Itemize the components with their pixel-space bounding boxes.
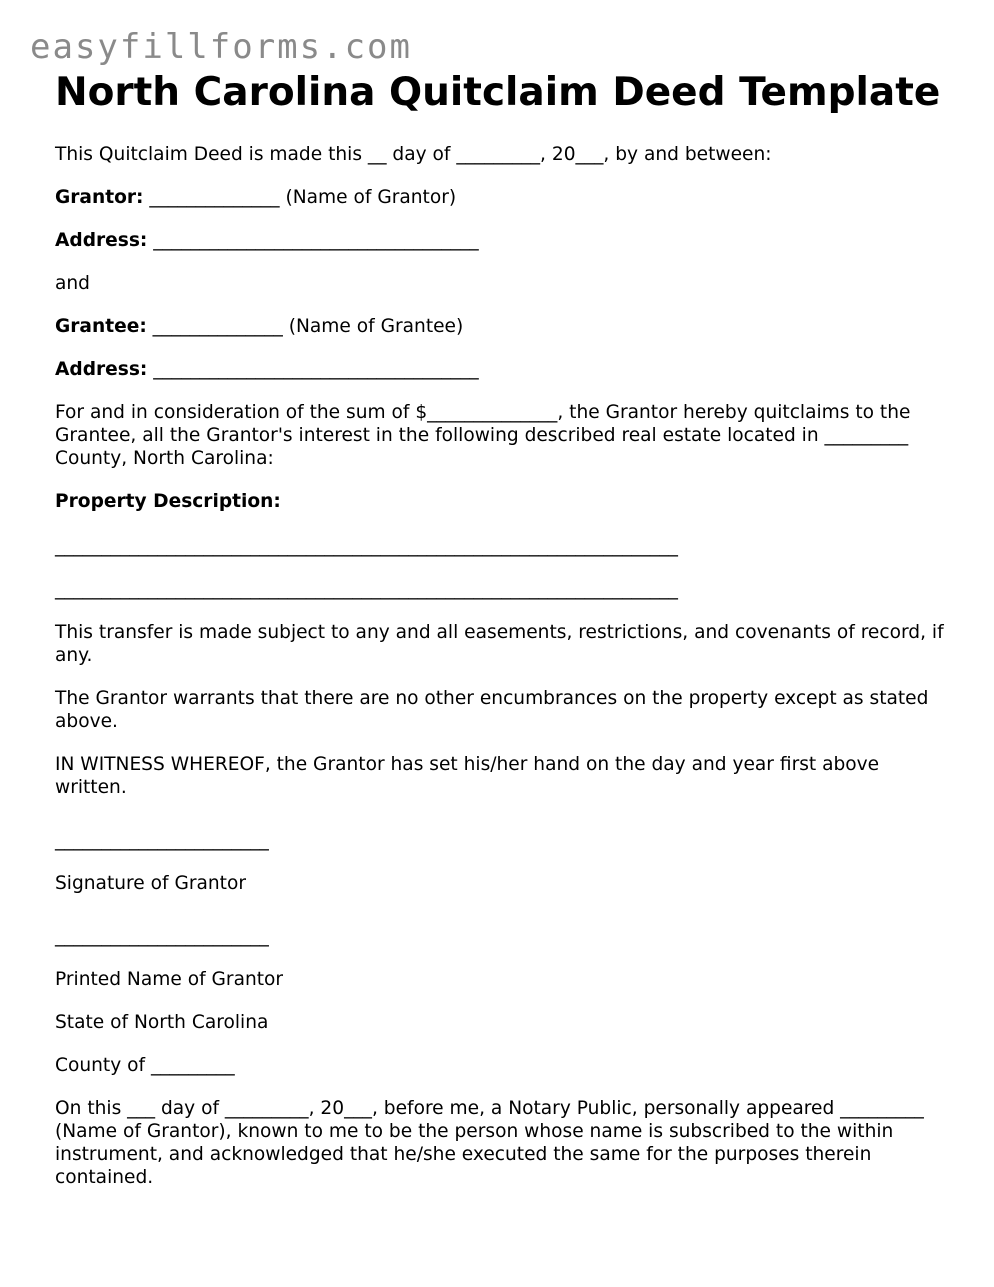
document-page [55, 70, 950, 1209]
property-description-label: Property Description: [55, 491, 281, 512]
county-text: County of _________ [55, 1055, 235, 1076]
intro-paragraph: This Quitclaim Deed is made this __ day of _________, 20___, by and between: [55, 144, 772, 165]
grantee-field [55, 315, 945, 338]
warranty-paragraph: The Grantor warrants that there are no other encumbrances on the property except as stated above. [55, 688, 935, 732]
grantor-address-label: Address: [55, 230, 148, 251]
grantee-address-label: Address: [55, 359, 148, 380]
document-title: North Carolina Quitclaim Deed Template [55, 70, 941, 115]
printed-name-line: _______________________ [55, 926, 269, 947]
consideration-paragraph: For and in consideration of the sum of $______________, the Grantor hereby quitclaims to the Grantee, all the Grantor's interest in the following described real estate located in _________ County, North Carolina: [55, 402, 917, 469]
grantee-address-field [55, 358, 945, 381]
watermark: easyfillforms.com [30, 27, 412, 67]
printed-name-label: Printed Name of Grantor [55, 969, 284, 990]
property-description-line-1: ___________________________________________________________________ [55, 536, 678, 557]
grantee-label: Grantee: [55, 316, 147, 337]
subject-paragraph: This transfer is made subject to any and all easements, restrictions, and covenants of record, if any. [55, 622, 950, 666]
grantor-address-blank: ___________________________________ [147, 230, 479, 251]
grantor-blank: ______________ (Name of Grantor) [143, 187, 457, 208]
grantor-field [55, 186, 945, 209]
grantee-address-blank: ___________________________________ [147, 359, 479, 380]
signature-line: _______________________ [55, 830, 269, 851]
grantee-blank: ______________ (Name of Grantee) [146, 316, 464, 337]
state-text: State of North Carolina [55, 1012, 269, 1033]
notary-paragraph: On this ___ day of _________, 20___, before me, a Notary Public, personally appeared _________ (Name of Grantor), known to me to be the person whose name is subscribed to the within instrument, and acknowledged that he/she executed the same for the purposes therein contained. [55, 1098, 930, 1188]
grantor-label: Grantor: [55, 187, 144, 208]
grantor-address-field [55, 229, 945, 252]
signature-label: Signature of Grantor [55, 873, 246, 894]
witness-paragraph: IN WITNESS WHEREOF, the Grantor has set his/her hand on the day and year first above written. [55, 754, 886, 798]
property-description-line-2: ___________________________________________________________________ [55, 579, 678, 600]
and-text: and [55, 273, 90, 294]
